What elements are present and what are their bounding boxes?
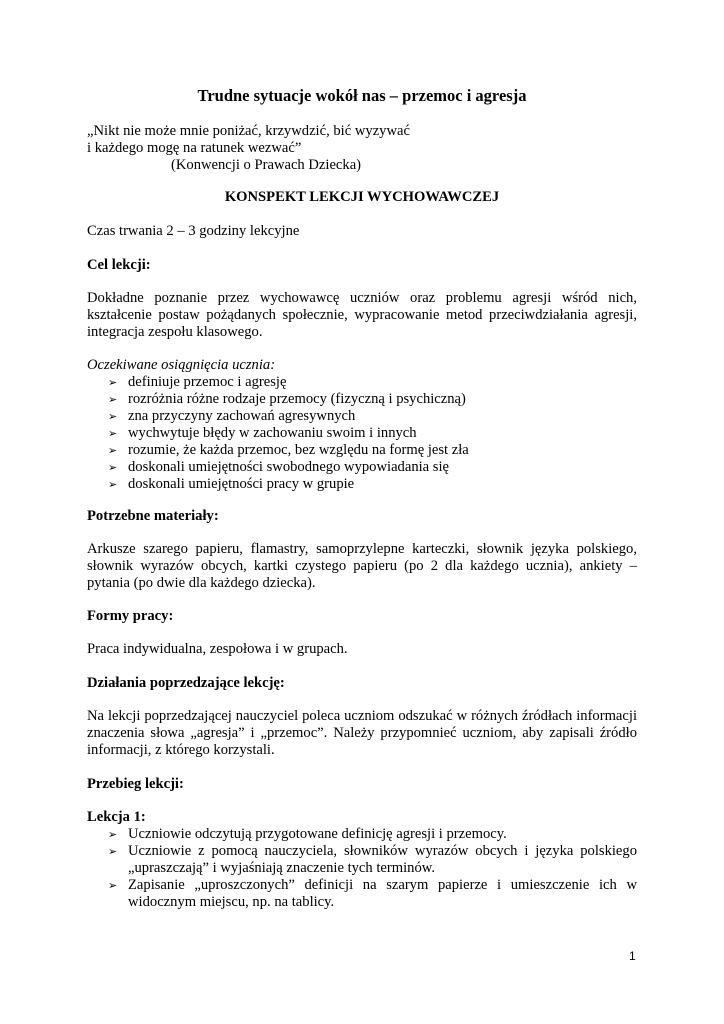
arrow-bullet-icon: ➢ <box>108 444 118 457</box>
preparation-text: Na lekcji poprzedzającej nauczyciel poleca uczniom odszukać w różnych źródłach informacji znaczenia słowa „agresja” i „przemoc”. Należy przypomnieć uczniom, aby zapisali źródło informacji, z którego korzystali. <box>87 708 637 758</box>
list-item-text: Uczniowie z pomocą nauczyciela, słowników wyrazów obcych i języka polskiego „upraszczają” i wyjaśniają znaczenie tych terminów. <box>128 843 637 876</box>
arrow-bullet-icon: ➢ <box>108 410 118 423</box>
course-heading: Przebieg lekcji: <box>87 776 184 792</box>
arrow-bullet-icon: ➢ <box>108 828 118 841</box>
arrow-bullet-icon: ➢ <box>108 845 118 858</box>
document-title: Trudne sytuacje wokół nas – przemoc i agresja <box>197 86 527 105</box>
duration-text: Czas trwania 2 – 3 godziny lekcyjne <box>87 223 300 239</box>
list-item-text: definiuje przemoc i agresję <box>128 374 287 390</box>
outcomes-heading: Oczekiwane osiągnięcia ucznia: <box>87 357 276 373</box>
materials-text: Arkusze szarego papieru, flamastry, samoprzylepne karteczki, słownik języka polskiego, słownik wyrazów obcych, kartki czystego papieru (po 2 dla każdego ucznia), ankiety – pytania (po dwie dla każdego dziecka). <box>87 541 637 591</box>
lesson-plan-heading: KONSPEKT LEKCJI WYCHOWAWCZEJ <box>224 189 500 205</box>
list-item <box>108 425 637 442</box>
materials-heading: Potrzebne materiały: <box>87 508 219 524</box>
list-item <box>108 843 637 877</box>
goal-heading: Cel lekcji: <box>87 257 151 273</box>
lesson-1-heading: Lekcja 1: <box>87 809 146 825</box>
list-item-text: doskonali umiejętności swobodnego wypowiadania się <box>128 459 450 475</box>
forms-heading: Formy pracy: <box>87 608 174 624</box>
list-item-text: rozróżnia różne rodzaje przemocy (fizyczną i psychiczną) <box>128 391 466 407</box>
lesson-1-list <box>87 826 637 911</box>
list-item-text: zna przyczyny zachowań agresywnych <box>128 408 356 424</box>
list-item-text: Uczniowie odczytują przygotowane definicję agresji i przemocy. <box>128 826 507 842</box>
list-item <box>108 459 637 476</box>
lesson-1-section <box>87 809 637 911</box>
arrow-bullet-icon: ➢ <box>108 879 118 892</box>
quote-source: (Konwencji o Prawach Dziecka) <box>171 157 362 173</box>
list-item <box>108 391 637 408</box>
arrow-bullet-icon: ➢ <box>108 461 118 474</box>
arrow-bullet-icon: ➢ <box>108 376 118 389</box>
arrow-bullet-icon: ➢ <box>108 393 118 406</box>
forms-text: Praca indywidualna, zespołowa i w grupach. <box>87 641 348 657</box>
quote-block <box>87 123 637 174</box>
list-item <box>108 408 637 425</box>
list-item <box>108 476 637 493</box>
quote-line-1: „Nikt nie może mnie poniżać, krzywdzić, bić wyzywać <box>87 123 410 139</box>
preparation-heading: Działania poprzedzające lekcję: <box>87 675 285 691</box>
list-item <box>108 442 637 459</box>
page-number: 1 <box>629 949 636 963</box>
goal-text: Dokładne poznanie przez wychowawcę uczniów oraz problemu agresji wśród nich, kształcenie postaw pożądanych społecznie, wypracowanie metod przeciwdziałania agresji, integracja zespołu klasowego. <box>87 290 637 340</box>
list-item <box>108 374 637 391</box>
list-item-text: doskonali umiejętności pracy w grupie <box>128 476 355 492</box>
list-item-text: wychwytuje błędy w zachowaniu swoim i innych <box>128 425 417 441</box>
list-item-text: Zapisanie „uproszczonych” definicji na szarym papierze i umieszczenie ich w widocznym miejscu, np. na tablicy. <box>128 877 637 910</box>
arrow-bullet-icon: ➢ <box>108 478 118 491</box>
arrow-bullet-icon: ➢ <box>108 427 118 440</box>
list-item <box>108 877 637 911</box>
outcomes-section <box>87 357 637 493</box>
outcomes-list <box>87 374 637 493</box>
list-item <box>108 826 637 843</box>
quote-line-2: i każdego mogę na ratunek wezwać” <box>87 140 302 156</box>
list-item-text: rozumie, że każda przemoc, bez względu na formę jest zła <box>128 442 469 458</box>
